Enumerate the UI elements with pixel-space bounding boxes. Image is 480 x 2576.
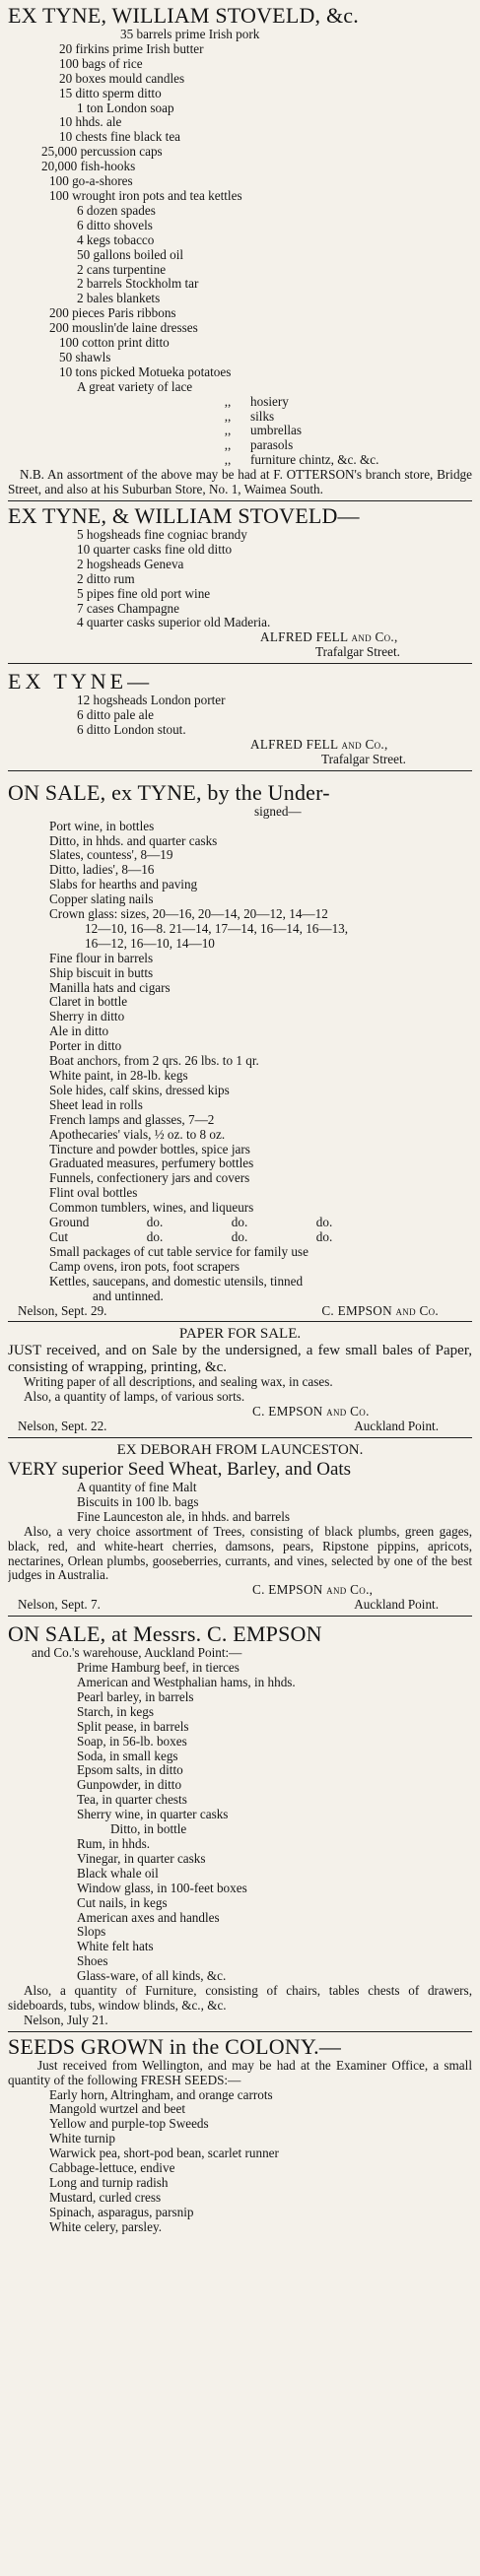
ad-item: Tea, in quarter chests — [77, 1792, 187, 1808]
ad-item: 100 cotton print ditto — [59, 335, 170, 351]
newspaper-column — [8, 4, 472, 2568]
ad-place: Trafalgar Street. — [321, 751, 406, 766]
ad-item: White felt hats — [77, 1939, 154, 1954]
ad-signature: C. EMPSON and Co. — [321, 1302, 439, 1318]
ad-item: Fine flour in barrels — [49, 950, 154, 965]
ad-lead: VERY superior Seed Wheat, Barley, and Oats — [8, 1459, 352, 1481]
ad-item: Fine Launceston ale, in hhds. and barrels — [77, 1508, 291, 1524]
ad-item: White paint, in 28-lb. kegs — [49, 1068, 188, 1083]
ad-stoveld-goods: EX TYNE, WILLIAM STOVELD, &c. 35 barrels prime Irish pork 20 firkins prime Irish butter 100 bags of rice 20 boxes mould candles 15 ditto sperm ditto 1 ton London soap 10 hhds. ale 10 chests fine black tea 25,000 percussion caps 20,000 fish-hooks 100 go-a-shores 100 wrought iron pots and tea kettles 6 dozen spades 6 ditto shovels 4 kegs tobacco 50 gallons boiled oil 2 cans turpentine 2 barrels Stockholm tar 2 bales blankets 200 pieces Paris ribbons 200 mouslin'de laine dresses 100 cotton print ditto 50 shawls 10 tons picked Motueka potatoes A great variety of lace ,, hosiery ,, silks ,, umbrellas ,, parasols ,, furniture chintz, &c. &c. N.B. An assortment of the above may be had at F. OTTERSON's branch store, Bridge Street, and also at his Suburban Store, No. 1, Waimea South. — [8, 4, 472, 497]
ad-item: 25,000 percussion caps — [41, 144, 163, 160]
ad-item: 2 cans turpentine — [77, 261, 167, 277]
ad-item: Pearl barley, in barrels — [77, 1688, 194, 1704]
ad-item: Camp ovens, iron pots, foot scrapers — [49, 1258, 240, 1274]
ad-item: Slops — [77, 1924, 106, 1940]
ad-tyne-porter — [8, 670, 472, 767]
ad-item: 1 ton London soap — [77, 99, 174, 115]
divider — [8, 663, 472, 664]
ad-place: Auckland Point. — [354, 1597, 439, 1613]
ad-title: EX DEBORAH FROM LAUNCESTON. — [116, 1442, 364, 1459]
ad-date: Nelson, Sept. 7. — [18, 1597, 101, 1613]
ad-title: PAPER FOR SALE. — [178, 1326, 302, 1343]
ad-item: Prime Hamburg beef, in tierces — [77, 1660, 240, 1676]
ad-note: N.B. An assortment of the above may be had at F. OTTERSON's branch store, Bridge Street, and also at his Suburban Store, No. 1, Waimea South. — [8, 467, 472, 497]
ad-item: 100 go-a-shores — [49, 173, 133, 189]
ad-item: American and Westphalian hams, in hhds. — [77, 1675, 296, 1689]
ad-date: Nelson, July 21. — [24, 2012, 108, 2027]
ad-item: Copper slating nails — [49, 892, 154, 907]
ad-item: 7 cases Champagne — [77, 600, 179, 616]
ad-headline: ON SALE, ex TYNE, by the Under- — [8, 779, 330, 805]
ad-item: 12—10, 16—8. 21—14, 17—14, 16—14, 16—13, — [85, 920, 349, 936]
ad-item: Black whale oil — [77, 1865, 159, 1881]
ad-item: Warwick pea, short-pod bean, scarlet runner — [49, 2146, 279, 2161]
ad-body-line: Also, a quantity of lamps, of various sorts. — [24, 1389, 245, 1405]
ad-item: Epsom salts, in ditto — [77, 1762, 183, 1778]
ad-item: Cabbage-lettuce, endive — [49, 2160, 175, 2176]
ad-item: 16—12, 16—10, 14—10 — [85, 935, 215, 951]
ad-deborah — [8, 1441, 472, 1613]
ad-signature: C. EMPSON and Co., — [252, 1582, 374, 1598]
ditto-row: Cut do. do. do. — [49, 1228, 333, 1244]
ad-item: Long and turnip radish — [49, 2175, 169, 2190]
ad-item: 10 quarter casks fine old ditto — [77, 541, 233, 557]
ad-item: Gunpowder, in ditto — [77, 1777, 182, 1793]
ad-item: 5 pipes fine old port wine — [77, 585, 211, 601]
ad-item: 20 boxes mould candles — [59, 70, 185, 86]
ad-item: umbrellas — [250, 423, 303, 438]
ad-item: 35 barrels prime Irish pork — [120, 27, 260, 41]
ad-item: Rum, in hhds. — [77, 1835, 151, 1851]
ad-onsale-tyne — [8, 781, 472, 1319]
ad-item: Sherry in ditto — [49, 1009, 125, 1024]
ad-item: Porter in ditto — [49, 1038, 122, 1054]
ad-item: Port wine, in bottles — [49, 818, 155, 833]
ad-item: Boat anchors, from 2 qrs. 26 lbs. to 1 qr. — [49, 1053, 259, 1069]
ad-item: Mangold wurtzel and beet — [49, 2101, 186, 2117]
ad-item: 6 dozen spades — [77, 202, 156, 218]
ad-item: Flint oval bottles — [49, 1185, 138, 1201]
divider — [8, 1321, 472, 1322]
ad-item: Sheet lead in rolls — [49, 1096, 143, 1112]
ad-item: 200 mouslin'de laine dresses — [49, 320, 198, 336]
ad-item: 4 kegs tobacco — [77, 231, 155, 247]
ad-item: Slabs for hearths and paving — [49, 877, 198, 892]
ad-item: White turnip — [49, 2131, 116, 2147]
divider — [8, 1437, 472, 1438]
ad-signed: signed— — [254, 803, 302, 819]
ad-signature: C. EMPSON and Co. — [252, 1404, 370, 1420]
ad-item: Soda, in small kegs — [77, 1748, 178, 1763]
ad-item: Window glass, in 100-feet boxes — [77, 1880, 247, 1895]
ad-item: 100 bags of rice — [59, 55, 143, 71]
ad-item: Mustard, curled cress — [49, 2189, 162, 2205]
ad-body: Just received from Wellington, and may be had at the Examiner Office, a small quantity of the following FRESH SEEDS:— — [8, 2057, 472, 2087]
ad-signature: ALFRED FELL and Co., — [260, 629, 398, 645]
ad-item: American axes and handles — [77, 1909, 220, 1925]
ad-place: Auckland Point. — [354, 1419, 439, 1434]
ad-item: Kettles, saucepans, and domestic utensils, tinned — [49, 1273, 304, 1288]
ad-item: Common tumblers, wines, and liqueurs — [49, 1200, 254, 1216]
ad-item: Claret in bottle — [49, 994, 128, 1010]
ad-item: Shoes — [77, 1953, 108, 1969]
ad-item: 12 hogsheads London porter — [77, 693, 226, 708]
ad-item: Sole hides, calf skins, dressed kips — [49, 1082, 230, 1097]
ad-item: Crown glass: sizes, 20—16, 20—14, 20—12, 14—12 — [49, 906, 328, 922]
ad-item: 2 ditto rum — [77, 570, 135, 586]
ad-item: 15 ditto sperm ditto — [59, 85, 162, 100]
ad-item: Apothecaries' vials, ½ oz. to 8 oz. — [49, 1126, 226, 1142]
ad-item: 200 pieces Paris ribbons — [49, 305, 176, 321]
ad-seeds — [8, 2035, 472, 2235]
ad-paper — [8, 1325, 472, 1434]
ad-item: 10 tons picked Motueka potatoes — [59, 363, 232, 379]
ad-item: 2 hogsheads Geneva — [77, 556, 184, 571]
ad-item: Spinach, asparagus, parsnip — [49, 2204, 194, 2219]
ad-item: Early horn, Altringham, and orange carrots — [49, 2086, 273, 2102]
ad-item: Graduated measures, perfumery bottles — [49, 1156, 254, 1171]
ad-item: 50 shawls — [59, 349, 111, 364]
ad-item: 2 barrels Stockholm tar — [77, 276, 199, 292]
ad-item: Glass-ware, of all kinds, &c. — [77, 1968, 227, 1984]
divider — [8, 770, 472, 771]
ad-item: Sherry wine, in quarter casks — [77, 1807, 229, 1822]
ad-headline: EX TYNE, WILLIAM STOVELD, &c. — [8, 4, 359, 28]
ad-footer — [8, 1598, 472, 1613]
ad-item: Funnels, confectionery jars and covers — [49, 1170, 250, 1186]
ad-item: French lamps and glasses, 7—2 — [49, 1111, 215, 1127]
ad-item: Cut nails, in kegs — [77, 1894, 168, 1910]
ad-item: Manilla hats and cigars — [49, 979, 171, 995]
ad-item: furniture chintz, &c. &c. — [250, 452, 379, 468]
ad-item: 5 hogsheads fine cogniac brandy — [77, 527, 247, 542]
ad-item: 20 firkins prime Irish butter — [59, 40, 204, 56]
ad-date: Nelson, Sept. 22. — [18, 1419, 107, 1434]
ad-headline: ON SALE, at Messrs. C. EMPSON — [8, 1621, 322, 1647]
ad-item: Slates, countess', 8—19 — [49, 847, 173, 863]
ad-item: hosiery — [250, 393, 289, 409]
ad-item: 6 ditto London stout. — [77, 721, 186, 737]
ad-item: 10 hhds. ale — [59, 114, 122, 130]
ad-item: A great variety of lace — [77, 378, 193, 394]
ad-body: Also, a quantity of Furniture, consisting of chairs, tables chests of drawers, sideboards, tubs, window blinds, &c., &c. — [8, 1983, 472, 2013]
ad-item: 6 ditto shovels — [77, 217, 153, 232]
ad-item: Small packages of cut table service for family use — [49, 1243, 309, 1259]
ad-item: parasols — [250, 437, 294, 453]
ad-item: White celery, parsley. — [49, 2218, 162, 2234]
ad-item: Soap, in 56-lb. boxes — [77, 1733, 187, 1749]
ad-item: Ship biscuit in butts — [49, 964, 154, 980]
ad-signature: ALFRED FELL and Co., — [250, 736, 388, 752]
ad-item: Ditto, ladies', 8—16 — [49, 862, 155, 878]
ad-footer — [8, 1304, 472, 1319]
ad-item: 100 wrought iron pots and tea kettles — [49, 187, 242, 203]
ad-headline: EX TYNE— — [8, 669, 154, 694]
ad-headline: EX TYNE, & WILLIAM STOVELD— — [8, 503, 360, 528]
ad-body: JUST received, and on Sale by the undersigned, a few small bales of Paper, consisting of wrapping, printing, &c. — [8, 1343, 472, 1375]
ad-item: Tincture and powder bottles, spice jars — [49, 1141, 250, 1156]
ad-date: Nelson, Sept. 29. — [18, 1302, 107, 1318]
divider — [8, 2031, 472, 2032]
ad-body: Also, a very choice assortment of Trees, consisting of black plumbs, green gages, black, red, and white-heart cherries, damsons, pears, Ripstone pippins, apricots, nectarines, Orlean plumbs, gooseberries, currants, and vines, selected by one of the best judges in Australia. — [8, 1523, 472, 1583]
ad-item: Ale in ditto — [49, 1024, 109, 1039]
ad-item: 20,000 fish-hooks — [41, 159, 136, 174]
ad-headline: SEEDS GROWN in the COLONY.— — [8, 2033, 342, 2059]
ad-item: Ditto, in hhds. and quarter casks — [49, 832, 218, 848]
ad-item: 10 chests fine black tea — [59, 129, 181, 145]
ad-subhead: and Co.'s warehouse, Auckland Point:— — [32, 1645, 242, 1661]
ad-place: Trafalgar Street. — [315, 644, 400, 660]
ad-empson-warehouse — [8, 1622, 472, 2028]
ad-stoveld-spirits — [8, 504, 472, 660]
divider — [8, 500, 472, 501]
divider — [8, 1616, 472, 1617]
ad-item: Biscuits in 100 lb. bags — [77, 1493, 199, 1509]
ad-footer — [8, 1420, 472, 1434]
ad-item: Ditto, in bottle — [110, 1821, 187, 1837]
ad-item: silks — [250, 408, 275, 424]
ad-item: and untinned. — [93, 1288, 164, 1303]
ad-body-line: Writing paper of all descriptions, and sealing wax, in cases. — [24, 1374, 333, 1390]
ad-item: 2 bales blankets — [77, 291, 161, 306]
ad-item: Starch, in kegs — [77, 1703, 155, 1719]
ad-item: 50 gallons boiled oil — [77, 246, 184, 262]
ditto-row: Ground do. do. do. — [49, 1215, 333, 1230]
ad-item: 4 quarter casks superior old Maderia. — [77, 615, 271, 630]
ad-item: Split pease, in barrels — [77, 1718, 189, 1734]
ad-item: Vinegar, in quarter casks — [77, 1850, 206, 1866]
ad-item: Yellow and purple-top Sweeds — [49, 2116, 209, 2132]
ad-item: 6 ditto pale ale — [77, 707, 154, 723]
ad-item: A quantity of fine Malt — [77, 1480, 197, 1495]
